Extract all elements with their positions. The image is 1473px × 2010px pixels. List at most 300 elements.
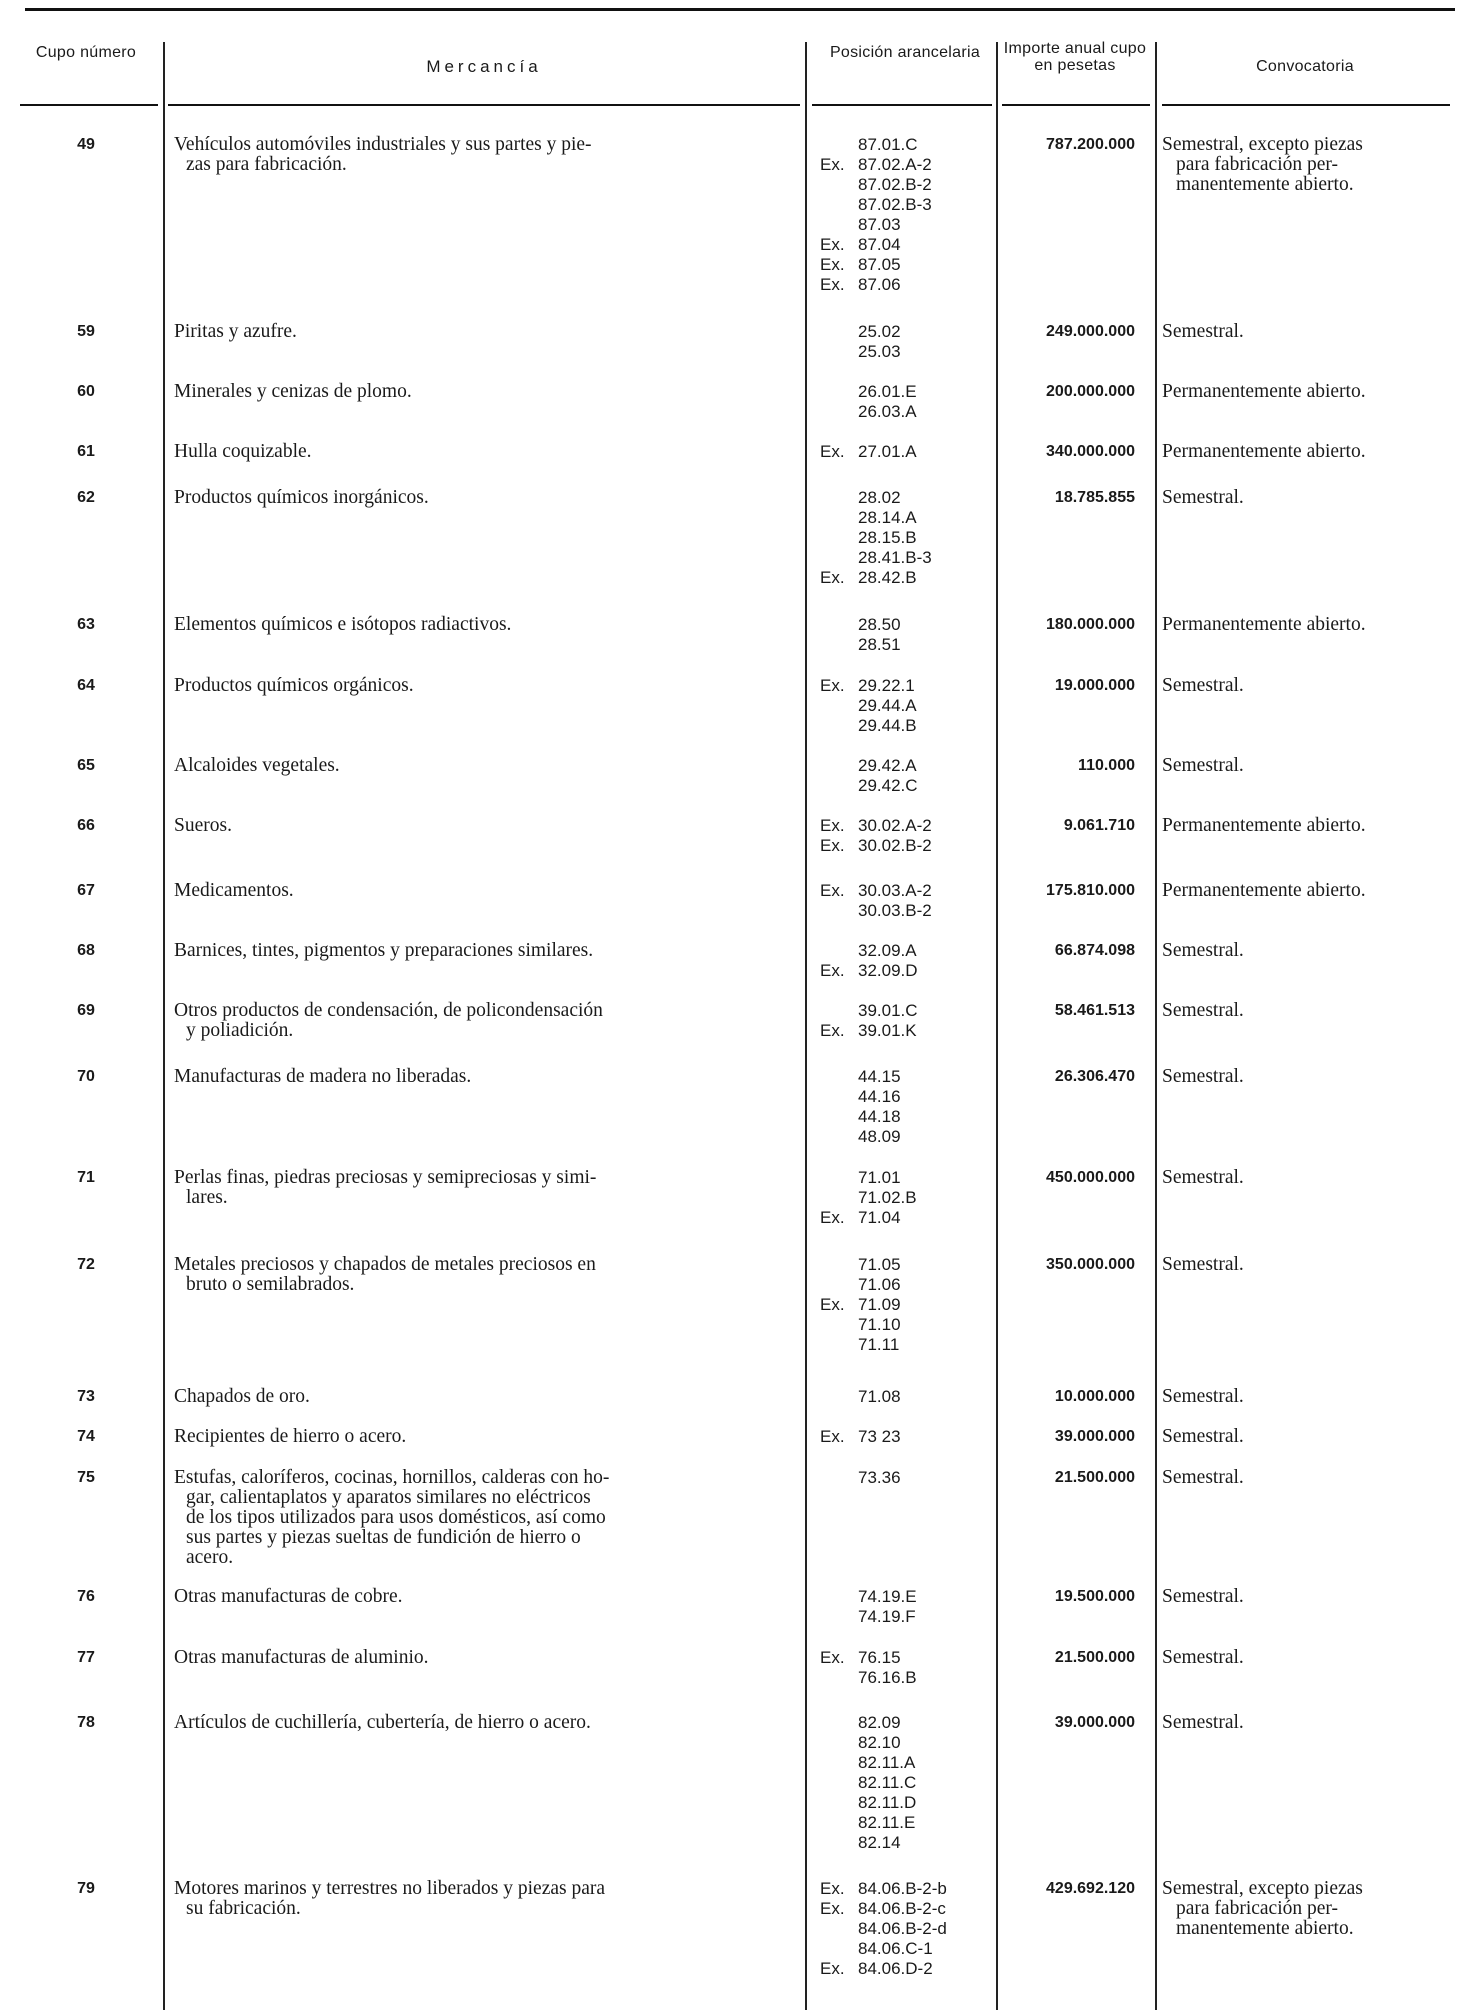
tariff-code: 71.01 (858, 1168, 901, 1187)
tariff-position (820, 1793, 990, 1813)
tariff-code: 30.03.B-2 (858, 901, 932, 920)
convocatoria (1162, 1255, 1447, 1275)
tariff-code: 71.11 (858, 1335, 900, 1354)
description-line: Elementos químicos e isótopos radiactivos. (174, 614, 512, 635)
description-line: Barnices, tintes, pigmentos y preparaciones similares. (174, 940, 594, 961)
posicion-arancelaria (820, 1879, 990, 1979)
tariff-position (820, 1733, 990, 1753)
description-line: Minerales y cenizas de plomo. (174, 381, 412, 402)
column-divider (805, 42, 807, 2010)
convocatoria (1162, 816, 1447, 836)
mercancia-description (174, 816, 794, 836)
mercancia-description (174, 1255, 794, 1295)
importe-anual: 19.500.000 (1054, 1588, 1135, 1605)
tariff-code: 87.05 (858, 255, 901, 274)
tariff-position (820, 615, 990, 635)
mercancia-description (174, 1587, 794, 1607)
tariff-position (820, 322, 990, 342)
tariff-position (820, 488, 990, 508)
tariff-position (820, 1208, 990, 1228)
convocatoria-line: manentemente abierto. (1176, 174, 1354, 195)
tariff-position (820, 382, 990, 402)
mercancia-description (174, 382, 794, 402)
tariff-position (820, 1188, 990, 1208)
mercancia-description (174, 1713, 794, 1733)
importe-anual: 175.810.000 (1046, 882, 1135, 899)
tariff-prefix: Ex. (820, 1899, 845, 1918)
posicion-arancelaria (820, 1255, 990, 1355)
tariff-code: 29.22.1 (858, 676, 915, 695)
tariff-code: 87.06 (858, 275, 901, 294)
convocatoria (1162, 1001, 1447, 1021)
mercancia-description (174, 676, 794, 696)
description-line: Estufas, caloríferos, cocinas, hornillos, calderas con ho- (174, 1467, 610, 1488)
importe-anual: 39.000.000 (1054, 1714, 1135, 1731)
tariff-code: 84.06.B-2-b (858, 1879, 947, 1898)
posicion-arancelaria (820, 1387, 990, 1407)
cupo-number: 73 (77, 1388, 95, 1405)
header-rule (1162, 104, 1450, 106)
tariff-position (820, 235, 990, 255)
cupo-number: 63 (77, 616, 95, 633)
tariff-position (820, 1668, 990, 1688)
mercancia-description (174, 488, 794, 508)
posicion-arancelaria (820, 756, 990, 796)
posicion-arancelaria (820, 322, 990, 362)
tariff-prefix: Ex. (820, 1879, 845, 1898)
tariff-position (820, 1427, 990, 1447)
tariff-code: 82.11.E (858, 1813, 916, 1832)
importe-anual: 66.874.098 (1054, 942, 1135, 959)
importe-anual: 180.000.000 (1046, 616, 1135, 633)
tariff-position (820, 1773, 990, 1793)
tariff-position (820, 175, 990, 195)
tariff-position (820, 1168, 990, 1188)
tariff-code: 28.50 (858, 615, 901, 634)
tariff-position (820, 215, 990, 235)
convocatoria-line: Permanentemente abierto. (1162, 614, 1366, 635)
top-rule (25, 8, 1455, 11)
mercancia-description (174, 615, 794, 635)
description-line: Otras manufacturas de cobre. (174, 1586, 403, 1607)
tariff-code: 30.02.A-2 (858, 816, 932, 835)
tariff-code: 71.10 (858, 1315, 901, 1334)
convocatoria-line: Semestral. (1162, 321, 1244, 342)
description-line: sus partes y piezas sueltas de fundición de hierro o (186, 1527, 581, 1548)
description-line: Artículos de cuchillería, cubertería, de hierro o acero. (174, 1712, 591, 1733)
tariff-position (820, 402, 990, 422)
convocatoria-line: Semestral, excepto piezas (1162, 134, 1363, 155)
tariff-position (820, 696, 990, 716)
convocatoria (1162, 941, 1447, 961)
tariff-position (820, 1107, 990, 1127)
convocatoria-line: Semestral. (1162, 755, 1244, 776)
posicion-arancelaria (820, 941, 990, 981)
tariff-code: 74.19.E (858, 1587, 917, 1606)
tariff-position (820, 255, 990, 275)
posicion-arancelaria (820, 488, 990, 588)
importe-anual: 450.000.000 (1046, 1169, 1135, 1186)
tariff-position (820, 1275, 990, 1295)
tariff-prefix: Ex. (820, 442, 845, 461)
convocatoria-line: Semestral. (1162, 1467, 1244, 1488)
tariff-code: 82.11.A (858, 1753, 916, 1772)
tariff-code: 73.36 (858, 1468, 901, 1487)
cupo-number: 79 (77, 1880, 95, 1897)
tariff-code: 48.09 (858, 1127, 901, 1146)
convocatoria-line: Semestral. (1162, 1647, 1244, 1668)
posicion-arancelaria (820, 1648, 990, 1688)
mercancia-description (174, 135, 794, 175)
tariff-position (820, 1315, 990, 1335)
tariff-prefix: Ex. (820, 1208, 845, 1227)
convocatoria (1162, 1648, 1447, 1668)
tariff-code: 84.06.B-2-c (858, 1899, 946, 1918)
tariff-code: 71.02.B (858, 1188, 917, 1207)
posicion-arancelaria (820, 1587, 990, 1627)
description-line: Medicamentos. (174, 880, 294, 901)
importe-anual: 19.000.000 (1054, 677, 1135, 694)
tariff-code: 28.02 (858, 488, 901, 507)
header-importe: Importe anual cupo en pesetas (1003, 40, 1147, 74)
tariff-position (820, 1648, 990, 1668)
convocatoria-line: Semestral. (1162, 1426, 1244, 1447)
tariff-position (820, 635, 990, 655)
cupo-number: 71 (77, 1169, 95, 1186)
cupo-number: 60 (77, 383, 95, 400)
tariff-prefix: Ex. (820, 235, 845, 254)
importe-anual: 18.785.855 (1054, 489, 1135, 506)
description-line: Piritas y azufre. (174, 321, 297, 342)
convocatoria-line: Permanentemente abierto. (1162, 815, 1366, 836)
mercancia-description (174, 1067, 794, 1087)
importe-anual: 350.000.000 (1046, 1256, 1135, 1273)
convocatoria (1162, 442, 1447, 462)
tariff-position (820, 195, 990, 215)
mercancia-description (174, 1168, 794, 1208)
tariff-prefix: Ex. (820, 676, 845, 695)
header-rule (812, 104, 992, 106)
tariff-position (820, 1919, 990, 1939)
convocatoria (1162, 756, 1447, 776)
cupo-number: 59 (77, 323, 95, 340)
tariff-code: 27.01.A (858, 442, 917, 461)
cupo-number: 66 (77, 817, 95, 834)
convocatoria (1162, 881, 1447, 901)
header-convocatoria: Convocatoria (1256, 58, 1354, 75)
posicion-arancelaria (820, 1427, 990, 1447)
convocatoria-line: Semestral. (1162, 487, 1244, 508)
tariff-prefix: Ex. (820, 1295, 845, 1314)
description-line: Perlas finas, piedras preciosas y semipreciosas y simi- (174, 1167, 597, 1188)
tariff-position (820, 1387, 990, 1407)
tariff-code: 30.03.A-2 (858, 881, 932, 900)
posicion-arancelaria (820, 382, 990, 422)
tariff-position (820, 1295, 990, 1315)
tariff-code: 87.02.B-3 (858, 195, 932, 214)
tariff-prefix: Ex. (820, 881, 845, 900)
tariff-code: 73 23 (858, 1427, 901, 1446)
cupo-number: 70 (77, 1068, 95, 1085)
importe-anual: 10.000.000 (1054, 1388, 1135, 1405)
description-line: bruto o semilabrados. (186, 1274, 355, 1295)
tariff-code: 44.18 (858, 1107, 901, 1126)
description-line: Otras manufacturas de aluminio. (174, 1647, 429, 1668)
importe-anual: 787.200.000 (1046, 136, 1135, 153)
tariff-code: 25.02 (858, 322, 901, 341)
convocatoria-line: Semestral. (1162, 940, 1244, 961)
tariff-position (820, 1959, 990, 1979)
tariff-code: 32.09.D (858, 961, 918, 980)
tariff-position (820, 1335, 990, 1355)
mercancia-description (174, 1001, 794, 1041)
tariff-position (820, 155, 990, 175)
tariff-prefix: Ex. (820, 155, 845, 174)
tariff-code: 28.15.B (858, 528, 917, 547)
tariff-code: 29.42.C (858, 776, 918, 795)
description-line: zas para fabricación. (186, 154, 347, 175)
tariff-position (820, 961, 990, 981)
convocatoria (1162, 322, 1447, 342)
mercancia-description (174, 1387, 794, 1407)
tariff-code: 71.04 (858, 1208, 901, 1227)
tariff-code: 28.51 (858, 635, 901, 654)
convocatoria-line: para fabricación per- (1176, 1898, 1338, 1919)
description-line: Otros productos de condensación, de policondensación (174, 1000, 603, 1021)
mercancia-description (174, 881, 794, 901)
tariff-code: 82.10 (858, 1733, 901, 1752)
tariff-position (820, 1939, 990, 1959)
mercancia-description (174, 941, 794, 961)
convocatoria-line: Semestral. (1162, 1712, 1244, 1733)
posicion-arancelaria (820, 1713, 990, 1853)
tariff-position (820, 1468, 990, 1488)
tariff-position (820, 1753, 990, 1773)
convocatoria-line: Semestral. (1162, 1000, 1244, 1021)
cupo-number: 64 (77, 677, 95, 694)
cupo-number: 67 (77, 882, 95, 899)
tariff-position (820, 1087, 990, 1107)
tariff-prefix: Ex. (820, 1648, 845, 1667)
tariff-position (820, 1255, 990, 1275)
description-line: Hulla coquizable. (174, 441, 312, 462)
tariff-position (820, 1879, 990, 1899)
tariff-code: 28.42.B (858, 568, 917, 587)
cupo-number: 78 (77, 1714, 95, 1731)
tariff-code: 29.42.A (858, 756, 917, 775)
tariff-code: 87.02.A-2 (858, 155, 932, 174)
mercancia-description (174, 756, 794, 776)
tariff-position (820, 1587, 990, 1607)
tariff-code: 87.04 (858, 235, 901, 254)
description-line: Sueros. (174, 815, 232, 836)
posicion-arancelaria (820, 442, 990, 462)
tariff-code: 30.02.B-2 (858, 836, 932, 855)
cupo-number: 62 (77, 489, 95, 506)
convocatoria (1162, 1427, 1447, 1447)
description-line: Productos químicos inorgánicos. (174, 487, 429, 508)
tariff-code: 39.01.C (858, 1001, 918, 1020)
tariff-position (820, 508, 990, 528)
tariff-position (820, 716, 990, 736)
tariff-prefix: Ex. (820, 1959, 845, 1978)
tariff-code: 71.05 (858, 1255, 901, 1274)
importe-anual: 340.000.000 (1046, 443, 1135, 460)
tariff-code: 87.02.B-2 (858, 175, 932, 194)
header-mercancia: Mercancía (426, 57, 542, 76)
convocatoria (1162, 1067, 1447, 1087)
posicion-arancelaria (820, 676, 990, 736)
tariff-position (820, 275, 990, 295)
posicion-arancelaria (820, 1001, 990, 1041)
description-line: y poliadición. (186, 1020, 294, 1041)
tariff-position (820, 756, 990, 776)
tariff-position (820, 1713, 990, 1733)
tariff-code: 28.14.A (858, 508, 917, 527)
tariff-code: 82.14 (858, 1833, 901, 1852)
header-posicion: Posición arancelaria (829, 44, 981, 61)
tariff-code: 76.15 (858, 1648, 901, 1667)
description-line: Manufacturas de madera no liberadas. (174, 1066, 472, 1087)
tariff-code: 71.08 (858, 1387, 901, 1406)
tariff-code: 82.11.D (858, 1793, 917, 1812)
convocatoria (1162, 1879, 1447, 1939)
tariff-code: 84.06.C-1 (858, 1939, 933, 1958)
convocatoria (1162, 1713, 1447, 1733)
mercancia-description (174, 1648, 794, 1668)
convocatoria (1162, 1387, 1447, 1407)
tariff-code: 76.16.B (858, 1668, 917, 1687)
cupo-number: 68 (77, 942, 95, 959)
tariff-position (820, 881, 990, 901)
importe-anual: 110.000 (1078, 757, 1135, 774)
tariff-code: 87.01.C (858, 135, 918, 154)
column-divider (996, 42, 998, 2010)
tariff-position (820, 1813, 990, 1833)
convocatoria-line: Semestral. (1162, 1586, 1244, 1607)
description-line: Motores marinos y terrestres no liberados y piezas para (174, 1878, 606, 1899)
mercancia-description (174, 442, 794, 462)
posicion-arancelaria (820, 1067, 990, 1147)
convocatoria (1162, 676, 1447, 696)
description-line: gar, calientaplatos y aparatos similares no eléctricos (186, 1487, 591, 1508)
header-rule (168, 104, 800, 106)
mercancia-description (174, 322, 794, 342)
convocatoria (1162, 1587, 1447, 1607)
tariff-code: 84.06.B-2-d (858, 1919, 947, 1938)
tariff-prefix: Ex. (820, 255, 845, 274)
convocatoria (1162, 135, 1447, 195)
tariff-code: 87.03 (858, 215, 901, 234)
posicion-arancelaria (820, 816, 990, 856)
convocatoria-line: Semestral. (1162, 1254, 1244, 1275)
column-divider (1155, 42, 1157, 2010)
tariff-code: 29.44.A (858, 696, 917, 715)
importe-anual: 429.692.120 (1046, 1880, 1135, 1897)
convocatoria-line: para fabricación per- (1176, 154, 1338, 175)
tariff-prefix: Ex. (820, 836, 845, 855)
tariff-code: 82.09 (858, 1713, 901, 1732)
tariff-code: 39.01.K (858, 1021, 917, 1040)
tariff-position (820, 1001, 990, 1021)
tariff-code: 71.06 (858, 1275, 901, 1294)
convocatoria-line: Permanentemente abierto. (1162, 441, 1366, 462)
tariff-position (820, 836, 990, 856)
cupo-number: 72 (77, 1256, 95, 1273)
cupo-number: 69 (77, 1002, 95, 1019)
convocatoria-line: manentemente abierto. (1176, 1918, 1354, 1939)
mercancia-description (174, 1879, 794, 1919)
importe-anual: 39.000.000 (1054, 1428, 1135, 1445)
convocatoria-line: Permanentemente abierto. (1162, 381, 1366, 402)
tariff-position (820, 1127, 990, 1147)
tariff-position (820, 1607, 990, 1627)
posicion-arancelaria (820, 615, 990, 655)
tariff-prefix: Ex. (820, 1021, 845, 1040)
description-line: lares. (186, 1187, 228, 1208)
cupo-number: 77 (77, 1649, 95, 1666)
description-line: Vehículos automóviles industriales y sus partes y pie- (174, 134, 592, 155)
tariff-position (820, 816, 990, 836)
convocatoria-line: Semestral. (1162, 1386, 1244, 1407)
tariff-code: 28.41.B-3 (858, 548, 932, 567)
description-line: Metales preciosos y chapados de metales preciosos en (174, 1254, 596, 1275)
tariff-code: 84.06.D-2 (858, 1959, 933, 1978)
tariff-code: 74.19.F (858, 1607, 916, 1626)
convocatoria-line: Permanentemente abierto. (1162, 880, 1366, 901)
importe-anual: 9.061.710 (1063, 817, 1135, 834)
description-line: Productos químicos orgánicos. (174, 675, 414, 696)
tariff-code: 44.16 (858, 1087, 901, 1106)
tariff-code: 26.01.E (858, 382, 917, 401)
header-rule (20, 104, 158, 106)
description-line: su fabricación. (186, 1898, 301, 1919)
tariff-position (820, 135, 990, 155)
description-line: acero. (186, 1547, 234, 1568)
tariff-position (820, 1067, 990, 1087)
tariff-position (820, 776, 990, 796)
cupo-number: 65 (77, 757, 95, 774)
posicion-arancelaria (820, 1168, 990, 1228)
cupo-number: 49 (77, 136, 95, 153)
tariff-position (820, 568, 990, 588)
tariff-code: 32.09.A (858, 941, 917, 960)
importe-anual: 58.461.513 (1054, 1002, 1135, 1019)
tariff-position (820, 342, 990, 362)
header-cupo: Cupo número (35, 44, 137, 61)
cupo-number: 61 (77, 443, 95, 460)
importe-anual: 21.500.000 (1054, 1649, 1135, 1666)
tariff-position (820, 676, 990, 696)
posicion-arancelaria (820, 1468, 990, 1488)
cupo-number: 76 (77, 1588, 95, 1605)
tariff-position (820, 1899, 990, 1919)
importe-anual: 200.000.000 (1046, 383, 1135, 400)
tariff-prefix: Ex. (820, 816, 845, 835)
cupo-number: 75 (77, 1469, 95, 1486)
convocatoria (1162, 488, 1447, 508)
tariff-code: 26.03.A (858, 402, 917, 421)
tariff-position (820, 901, 990, 921)
convocatoria (1162, 382, 1447, 402)
tariff-position (820, 941, 990, 961)
tariff-code: 71.09 (858, 1295, 901, 1314)
convocatoria (1162, 1168, 1447, 1188)
convocatoria (1162, 615, 1447, 635)
mercancia-description (174, 1468, 794, 1568)
convocatoria-line: Semestral. (1162, 675, 1244, 696)
header-rule (1002, 104, 1150, 106)
